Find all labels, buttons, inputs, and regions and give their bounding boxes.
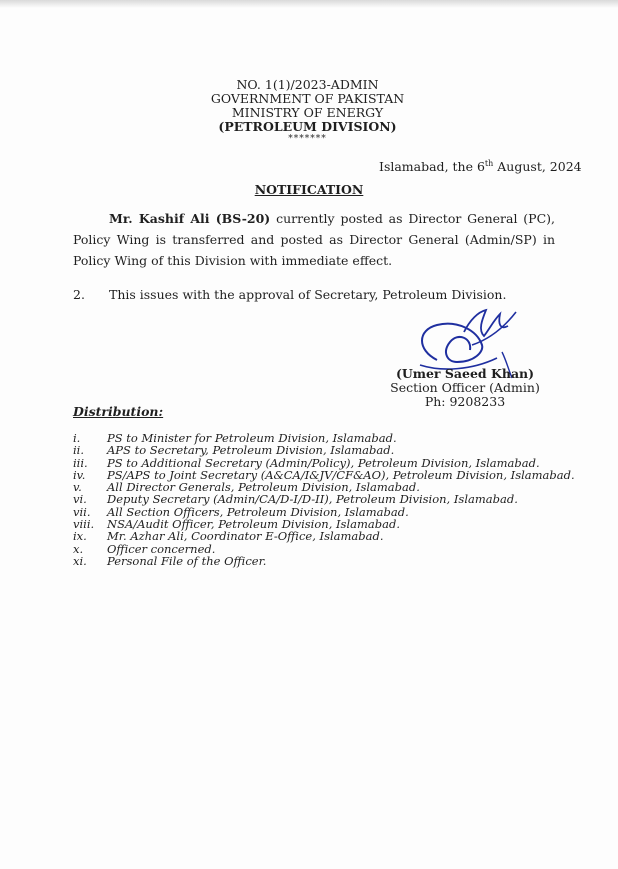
- list-item: viii. NSA/Audit Officer, Petroleum Division, Islamabad.: [73, 517, 400, 532]
- government-name: GOVERNMENT OF PAKISTAN: [210, 91, 405, 106]
- list-item: vii. All Section Officers, Petroleum Division, Islamabad.: [73, 504, 409, 519]
- list-item: xi. Personal File of the Officer.: [73, 553, 267, 568]
- officer-name: Mr. Kashif Ali (BS-20): [109, 211, 271, 226]
- division-name: (PETROLEUM DIVISION): [218, 119, 397, 134]
- list-item: v. All Director Generals, Petroleum Division, Islamabad.: [73, 480, 420, 495]
- signatory-designation: Section Officer (Admin): [390, 380, 540, 395]
- date-prefix: Islamabad, the 6: [379, 159, 485, 175]
- list-item: i. PS to Minister for Petroleum Division, Islamabad.: [73, 431, 397, 445]
- date-suffix: th: [484, 159, 494, 168]
- distribution-list: [73, 432, 593, 567]
- header-separator: *******: [288, 134, 327, 144]
- ministry-name: MINISTRY OF ENERGY: [231, 105, 384, 120]
- date-rest: August, 2024: [493, 159, 582, 175]
- signatory-phone: Ph: 9208233: [424, 394, 506, 409]
- signatory-name: (Umer Saeed Khan): [395, 366, 535, 381]
- list-item: x. Officer concerned.: [73, 541, 216, 556]
- letter-header: [180, 78, 435, 144]
- paragraph-2-number: 2.: [73, 287, 85, 302]
- list-item: ix. Mr. Azhar Ali, Coordinator E-Office, Islamabad.: [73, 529, 384, 544]
- list-item: iv. PS/APS to Joint Secretary (A&CA/I&JV/CF&AO), Petroleum Division, Islamabad.: [73, 467, 575, 482]
- list-item: vi. Deputy Secretary (Admin/CA/D-I/D-II), Petroleum Division, Islamabad.: [73, 492, 518, 507]
- paragraph-1-text: currently posted as Director General (PC), Policy Wing is transferred and posted as Director General (Admin/SP) in Policy Wing of this Division with immediate effect.: [73, 211, 556, 268]
- issue-date: [379, 159, 582, 174]
- distribution-title: Distribution:: [73, 404, 164, 419]
- list-item: iii. PS to Additional Secretary (Admin/Policy), Petroleum Division, Islamabad.: [73, 455, 540, 470]
- paragraph-1: [73, 208, 555, 271]
- list-item: ii. APS to Secretary, Petroleum Division, Islamabad.: [73, 443, 395, 458]
- signature-block: [380, 367, 550, 409]
- reference-number: NO. 1(1)/2023-ADMIN: [236, 77, 379, 92]
- paragraph-2-text: This issues with the approval of Secretary, Petroleum Division.: [109, 287, 507, 302]
- scan-edge: [0, 0, 618, 8]
- notification-title: NOTIFICATION: [254, 182, 364, 197]
